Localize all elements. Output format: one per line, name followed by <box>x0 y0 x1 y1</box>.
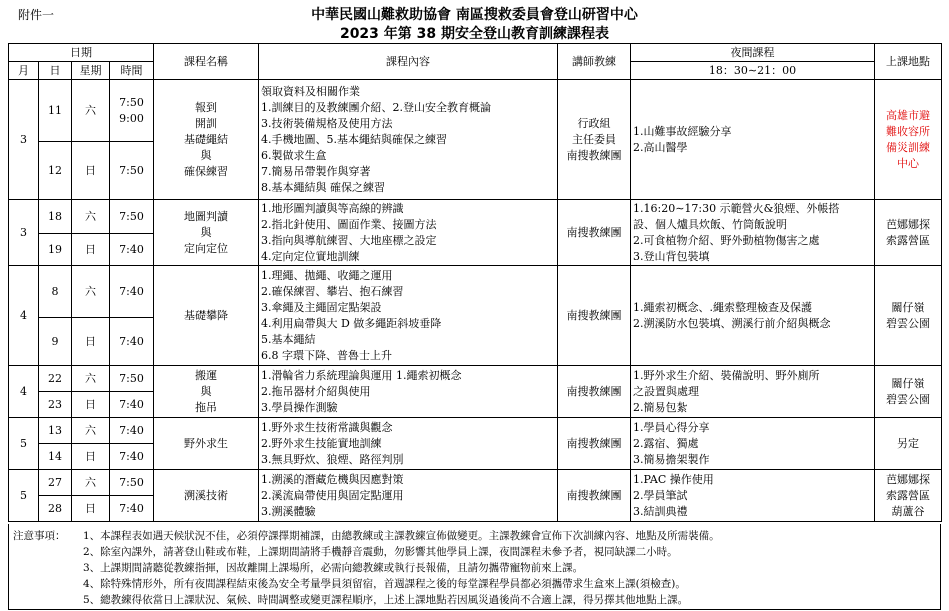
time-cell <box>110 366 154 392</box>
day-cell: 23 <box>39 392 72 418</box>
day-cell: 11 <box>39 80 72 142</box>
day-cell: 12 <box>39 142 72 200</box>
content-line: 4.手機地圖、5.基本繩結與確保之練習 <box>261 132 447 146</box>
weekday-cell: 日 <box>72 444 110 470</box>
month-cell: 3 <box>9 80 39 200</box>
time-cell <box>110 266 154 318</box>
weekday-cell: 日 <box>72 318 110 366</box>
content-line: 3.指向與導航練習、大地座標之設定 <box>261 233 437 247</box>
content-line: 7.簡易吊帶製作與穿著 <box>261 164 371 178</box>
time-value: 7:40 <box>119 334 144 348</box>
time-cell <box>110 418 154 444</box>
location-line: 索露營區 <box>886 488 930 502</box>
name-line: 搬運 <box>195 368 217 382</box>
time-cell <box>110 392 154 418</box>
content-header: 課程內容 <box>259 44 558 80</box>
night-course-cell <box>631 470 875 522</box>
month-cell: 5 <box>9 470 39 522</box>
time-value: 7:50 <box>119 209 144 223</box>
location-line: 備災訓練 <box>886 140 930 154</box>
location-cell <box>875 366 942 418</box>
night-line: 1.繩索初概念、.繩索整理檢查及保護 <box>633 300 812 314</box>
content-line: 1.訓練目的及教練團介紹、2.登山安全教育概論 <box>261 100 491 114</box>
content-line: 領取資料及相關作業 <box>261 84 360 98</box>
month-header: 月 <box>9 62 39 80</box>
session-row <box>9 266 942 318</box>
weekday-cell: 日 <box>72 142 110 200</box>
course-name-cell <box>154 470 259 522</box>
instructor-cell <box>558 470 631 522</box>
night-line: 1.16:20∼17:30 示範營火&狼煙、外帳搭 <box>633 201 840 215</box>
time-cell <box>110 234 154 266</box>
time-cell <box>110 142 154 200</box>
instructor-line: 南搜教練團 <box>566 308 622 322</box>
content-cell <box>259 418 558 470</box>
instructor-cell <box>558 200 631 266</box>
content-line: 4.定向定位實地訓練 <box>261 249 360 263</box>
name-line: 基礎攀降 <box>184 308 228 322</box>
course-name-cell <box>154 200 259 266</box>
org-title: 中華民國山難救助協會 南區搜救委員會登山研習中心 <box>311 7 638 23</box>
location-line: 碧雲公園 <box>886 392 930 406</box>
time-value: 7:40 <box>119 242 144 256</box>
page-header <box>0 0 949 44</box>
location-line: 葫蘆谷 <box>891 504 925 518</box>
location-cell <box>875 266 942 366</box>
content-line: 1.地形圖判讀與等高線的辨識 <box>261 201 404 215</box>
content-cell <box>259 266 558 366</box>
content-line: 2.拖吊器材介紹與使用 <box>261 384 371 398</box>
note-item: 4、除特殊情形外，所有夜間課程結束後為安全考量學員須留宿，首週課程之後的每堂課程學員都必須攜帶求生盒來上課(須檢查)。 <box>83 578 686 590</box>
night-line: 3.簡易擔架製作 <box>633 452 710 466</box>
content-cell <box>259 366 558 418</box>
note-item: 5、總教練得依當日上課狀況、氣候、時間調整或變更課程順序，上述上課地點若因風災過後尚不合適上課，得另擇其他地點上課。 <box>83 594 689 606</box>
instructor-cell <box>558 80 631 200</box>
instructor-line: 南搜教練團 <box>566 384 622 398</box>
time-cell <box>110 200 154 234</box>
time-value: 7:40 <box>119 423 144 437</box>
night-line: 2.高山醫學 <box>633 140 688 154</box>
name-line: 與 <box>200 384 212 398</box>
location-line: 中心 <box>897 156 919 170</box>
night-line: 2.學員筆試 <box>633 488 688 502</box>
content-line: 5.基本繩結 <box>261 332 316 346</box>
weekday-header: 星期 <box>72 62 110 80</box>
content-cell <box>259 80 558 200</box>
session-row <box>9 470 942 496</box>
session-row <box>9 200 942 234</box>
night-course-cell <box>631 266 875 366</box>
month-cell: 3 <box>9 200 39 266</box>
time-value: 7:40 <box>119 284 144 298</box>
instructor-line: 南搜教練團 <box>566 436 622 450</box>
night-line: 1.PAC 操作使用 <box>633 472 714 486</box>
time-value: 7:50 <box>119 163 144 177</box>
name-line: 報到 <box>195 100 217 114</box>
day-cell: 9 <box>39 318 72 366</box>
day-cell: 22 <box>39 366 72 392</box>
content-line: 6.製做求生盒 <box>261 148 327 162</box>
note-item: 3、上課期間請聽從教練指揮，因故離開上課場所，必需向總教練或執行長報備，且請勿攜帶寵物前來上課。 <box>83 562 584 574</box>
day-cell: 18 <box>39 200 72 234</box>
day-header: 日 <box>39 62 72 80</box>
content-line: 6.8 字環下降、普魯士上升 <box>261 348 392 362</box>
location-line: 高雄市避 <box>886 108 930 122</box>
instructor-line: 南搜教練團 <box>566 148 622 162</box>
time-value: 7:50 <box>119 371 144 385</box>
content-line: 1.溯溪的潛藏危機與因應對策 <box>261 472 404 486</box>
content-line: 3.技術裝備規格及使用方法 <box>261 116 393 130</box>
time-value: 9:00 <box>119 111 144 125</box>
instructor-cell <box>558 266 631 366</box>
content-cell <box>259 470 558 522</box>
instructor-cell <box>558 366 631 418</box>
session-row <box>9 418 942 444</box>
weekday-cell: 六 <box>72 266 110 318</box>
content-line: 1.野外求生技術常識與觀念 <box>261 420 393 434</box>
night-line: 之設置與處理 <box>633 384 699 398</box>
month-cell: 4 <box>9 366 39 418</box>
time-cell <box>110 496 154 522</box>
course-title: 2023 年第 38 期安全登山教育訓練課程表 <box>339 26 610 42</box>
time-cell <box>110 470 154 496</box>
time-cell <box>110 444 154 470</box>
attachment-label: 附件一 <box>18 8 55 22</box>
weekday-cell: 六 <box>72 366 110 392</box>
night-line: 2.露宿、獨處 <box>633 436 699 450</box>
instructor-cell <box>558 418 631 470</box>
name-line: 確保練習 <box>184 164 228 178</box>
day-cell: 13 <box>39 418 72 444</box>
instructor-line: 南搜教練團 <box>566 488 622 502</box>
night-time-header: 18：30∼21：00 <box>631 62 875 80</box>
month-cell: 5 <box>9 418 39 470</box>
night-line: 3.登山背包裝填 <box>633 249 710 263</box>
schedule-table <box>8 43 942 522</box>
location-line: 難收容所 <box>886 124 930 138</box>
name-line: 野外求生 <box>184 436 228 450</box>
content-line: 1.滑輪省力系統理論與運用 1.繩索初概念 <box>261 368 462 382</box>
session-row <box>9 366 942 392</box>
day-cell: 28 <box>39 496 72 522</box>
instructor-header: 講師教練 <box>558 44 631 80</box>
content-line: 2.溪流扁帶使用與固定點運用 <box>261 488 404 502</box>
weekday-cell: 六 <box>72 80 110 142</box>
content-line: 2.野外求生技能實地訓練 <box>261 436 382 450</box>
content-line: 2.確保練習、攀岩、抱石練習 <box>261 284 404 298</box>
name-line: 地圖判讀 <box>184 209 228 223</box>
session-row <box>9 80 942 142</box>
day-cell: 8 <box>39 266 72 318</box>
course-name-cell <box>154 80 259 200</box>
time-value: 7:50 <box>119 95 144 109</box>
night-course-cell <box>631 418 875 470</box>
location-cell <box>875 470 942 522</box>
note-item: 1、本課程表如遇天候狀況不佳，必須停課擇期補課，由總教練或主課教練宣佈做變更。主課教練會宣佈下次訓練內容、地點及所需裝備。 <box>83 530 720 542</box>
weekday-cell: 六 <box>72 200 110 234</box>
content-line: 3.學員操作測驗 <box>261 400 338 414</box>
weekday-cell: 日 <box>72 392 110 418</box>
month-cell: 4 <box>9 266 39 366</box>
instructor-line: 南搜教練團 <box>566 225 622 239</box>
night-course-cell <box>631 80 875 200</box>
content-line: 2.指北針使用、圖面作業、接圖方法 <box>261 217 437 231</box>
notes-section <box>8 524 941 610</box>
location-line: 芭娜娜探 <box>886 472 930 486</box>
content-line: 3.溯溪體驗 <box>261 504 316 518</box>
location-line: 芭娜娜探 <box>886 217 930 231</box>
time-cell <box>110 80 154 142</box>
night-line: 2.可食植物介紹、野外動植物傷害之處 <box>633 233 820 247</box>
name-line: 定向定位 <box>184 241 228 255</box>
location-line: 關仔嶺 <box>891 300 925 314</box>
content-line: 1.理繩、拋繩、收繩之運用 <box>261 268 393 282</box>
night-line: 1.學員心得分享 <box>633 420 710 434</box>
name-line: 與 <box>200 225 212 239</box>
night-course-cell <box>631 200 875 266</box>
night-line: 設、個人爐具炊飯、竹筒飯說明 <box>633 217 787 231</box>
day-cell: 14 <box>39 444 72 470</box>
night-line: 2.簡易包紮 <box>633 400 688 414</box>
course-name-cell <box>154 366 259 418</box>
weekday-cell: 日 <box>72 496 110 522</box>
content-line: 3.無具野炊、狼煙、路徑判別 <box>261 452 404 466</box>
location-line: 另定 <box>897 436 919 450</box>
notes-label: 注意事項： <box>13 530 66 542</box>
weekday-cell: 日 <box>72 234 110 266</box>
name-line: 與 <box>200 148 212 162</box>
note-item: 2、除室內課外，請著登山鞋或布鞋，上課期間請將手機靜音震動，勿影響其他學員上課，夜間課程未參予者，視同缺課二小時。 <box>83 546 678 558</box>
day-cell: 19 <box>39 234 72 266</box>
location-line: 碧雲公園 <box>886 316 930 330</box>
course-name-header: 課程名稱 <box>154 44 259 80</box>
course-name-cell <box>154 418 259 470</box>
night-line: 3.結訓典禮 <box>633 504 688 518</box>
day-cell: 27 <box>39 470 72 496</box>
night-line: 2.溯溪防水包裝填、溯溪行前介紹與概念 <box>633 316 831 330</box>
content-line: 4.利用扁帶與大 D 做多繩距斜坡垂降 <box>261 316 442 330</box>
name-line: 基礎繩結 <box>184 132 228 146</box>
location-header: 上課地點 <box>875 44 942 80</box>
date-header: 日期 <box>9 44 154 62</box>
location-cell <box>875 418 942 470</box>
time-value: 7:40 <box>119 397 144 411</box>
name-line: 溯溪技術 <box>184 488 228 502</box>
weekday-cell: 六 <box>72 470 110 496</box>
time-value: 7:40 <box>119 501 144 515</box>
location-line: 索露營區 <box>886 233 930 247</box>
name-line: 拖吊 <box>195 400 217 414</box>
name-line: 開訓 <box>195 116 217 130</box>
time-cell <box>110 318 154 366</box>
night-course-header: 夜間課程 <box>631 44 875 62</box>
time-value: 7:40 <box>119 449 144 463</box>
content-cell <box>259 200 558 266</box>
night-line: 1.野外求生介紹、裝備說明、野外廁所 <box>633 368 820 382</box>
time-header: 時間 <box>110 62 154 80</box>
night-course-cell <box>631 366 875 418</box>
night-line: 1.山難事故經驗分享 <box>633 124 732 138</box>
content-line: 8.基本繩結與 確保之練習 <box>261 180 385 194</box>
time-value: 7:50 <box>119 475 144 489</box>
course-name-cell <box>154 266 259 366</box>
instructor-line: 行政組 <box>577 116 611 130</box>
location-cell <box>875 80 942 200</box>
weekday-cell: 六 <box>72 418 110 444</box>
content-line: 3.傘繩及主繩固定點架設 <box>261 300 382 314</box>
location-cell <box>875 200 942 266</box>
instructor-line: 主任委員 <box>572 132 616 146</box>
location-line: 關仔嶺 <box>891 376 925 390</box>
